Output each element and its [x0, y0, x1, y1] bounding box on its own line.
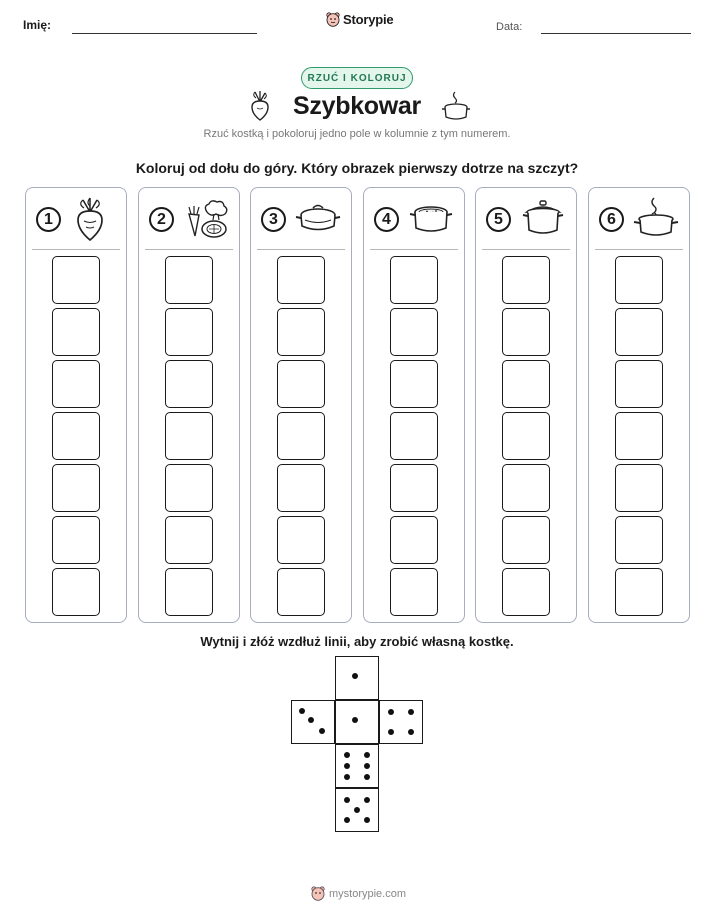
- column-divider: [32, 249, 120, 250]
- vegetables-icon: [183, 196, 229, 242]
- color-cell[interactable]: [52, 360, 100, 408]
- steaming-pot-icon: [441, 90, 471, 122]
- name-label: Imię:: [23, 18, 52, 32]
- dice-face-6: [335, 744, 379, 788]
- dice-pip: [352, 673, 358, 679]
- color-cell[interactable]: [615, 256, 663, 304]
- pressure-cooker-icon: [295, 196, 341, 242]
- column-4: [363, 187, 465, 623]
- color-cell[interactable]: [390, 412, 438, 460]
- color-cell[interactable]: [52, 308, 100, 356]
- color-cell[interactable]: [390, 568, 438, 616]
- dice-pip: [388, 729, 394, 735]
- color-cell[interactable]: [52, 464, 100, 512]
- dice-pip: [344, 797, 350, 803]
- color-cell[interactable]: [502, 516, 550, 564]
- cut-instruction: Wytnij i złóż wzdłuż linii, aby zrobić własną kostkę.: [200, 634, 514, 649]
- color-cell[interactable]: [52, 256, 100, 304]
- date-line[interactable]: [541, 33, 691, 34]
- color-cell[interactable]: [615, 568, 663, 616]
- color-cell[interactable]: [502, 308, 550, 356]
- color-cell[interactable]: [502, 568, 550, 616]
- color-cell[interactable]: [277, 308, 325, 356]
- column-divider: [257, 249, 345, 250]
- date-label: Data:: [496, 21, 523, 33]
- color-cell[interactable]: [502, 464, 550, 512]
- column-header: [251, 188, 351, 250]
- pot-of-soup-icon: [408, 196, 454, 242]
- color-cell[interactable]: [165, 464, 213, 512]
- column-divider: [370, 249, 458, 250]
- dice-pip: [364, 817, 370, 823]
- color-cell[interactable]: [52, 568, 100, 616]
- color-cell[interactable]: [52, 516, 100, 564]
- color-cell[interactable]: [615, 360, 663, 408]
- color-cell[interactable]: [165, 568, 213, 616]
- column-number: 4: [374, 207, 399, 232]
- color-cell[interactable]: [615, 516, 663, 564]
- color-cell[interactable]: [165, 360, 213, 408]
- column-header: [364, 188, 464, 250]
- dice-pip: [364, 763, 370, 769]
- dice-pip: [354, 807, 360, 813]
- brand-logo: [326, 12, 393, 27]
- column-number: 5: [486, 207, 511, 232]
- beet-icon: [70, 196, 110, 242]
- dice-face-5: [335, 788, 379, 832]
- color-cell[interactable]: [390, 464, 438, 512]
- color-cell[interactable]: [390, 516, 438, 564]
- dice-pip: [408, 729, 414, 735]
- footer: [311, 886, 406, 901]
- color-cell[interactable]: [502, 412, 550, 460]
- color-cell[interactable]: [277, 464, 325, 512]
- name-line[interactable]: [72, 33, 257, 34]
- column-header: [139, 188, 239, 250]
- color-cell[interactable]: [277, 568, 325, 616]
- footer-url[interactable]: mystorypie.com: [329, 887, 407, 900]
- dice-pip: [344, 752, 350, 758]
- dice-pip: [344, 774, 350, 780]
- subtitle: Rzuć kostką i pokoloruj jedno pole w kolumnie z tym numerem.: [203, 128, 511, 140]
- color-cell[interactable]: [502, 256, 550, 304]
- column-number: 3: [261, 207, 286, 232]
- dice-face-1: [335, 700, 379, 744]
- dice-pip: [308, 717, 314, 723]
- column-header: [26, 188, 126, 250]
- column-2: [138, 187, 240, 623]
- column-number: 1: [36, 207, 61, 232]
- dice-pip: [364, 752, 370, 758]
- column-header: [589, 188, 689, 250]
- dice-pip: [344, 763, 350, 769]
- color-cell[interactable]: [277, 516, 325, 564]
- dice-pip: [364, 774, 370, 780]
- column-3: [250, 187, 352, 623]
- column-1: [25, 187, 127, 623]
- dice-face-3: [291, 700, 335, 744]
- column-divider: [482, 249, 570, 250]
- column-5: [475, 187, 577, 623]
- column-number: 6: [599, 207, 624, 232]
- dice-pip: [364, 797, 370, 803]
- column-header: [476, 188, 576, 250]
- dice-face-1: [335, 656, 379, 700]
- color-cell[interactable]: [390, 308, 438, 356]
- color-cell[interactable]: [165, 256, 213, 304]
- dice-pip: [299, 708, 305, 714]
- page-title: Szybkowar: [293, 92, 421, 120]
- color-cell[interactable]: [390, 360, 438, 408]
- color-cell[interactable]: [277, 256, 325, 304]
- dice-pip: [388, 709, 394, 715]
- color-cell[interactable]: [390, 256, 438, 304]
- color-cell[interactable]: [52, 412, 100, 460]
- dice-face-4: [379, 700, 423, 744]
- column-number: 2: [149, 207, 174, 232]
- color-cell[interactable]: [277, 412, 325, 460]
- column-divider: [145, 249, 233, 250]
- dice-pip: [344, 817, 350, 823]
- activity-badge: RZUĆ I KOLORUJ: [301, 67, 413, 89]
- dice-pip: [352, 717, 358, 723]
- dice-pip: [319, 728, 325, 734]
- color-cell[interactable]: [615, 464, 663, 512]
- color-cell[interactable]: [277, 360, 325, 408]
- storypie-mascot-icon: [311, 886, 325, 901]
- brand-name: Storypie: [343, 12, 394, 27]
- color-cell[interactable]: [165, 516, 213, 564]
- steaming-pot-icon: [633, 196, 679, 242]
- color-cell[interactable]: [165, 308, 213, 356]
- storypie-mascot-icon: [326, 12, 340, 27]
- color-cell[interactable]: [615, 412, 663, 460]
- color-cell[interactable]: [615, 308, 663, 356]
- column-6: [588, 187, 690, 623]
- color-cell[interactable]: [165, 412, 213, 460]
- dice-pip: [408, 709, 414, 715]
- column-divider: [595, 249, 683, 250]
- covered-pot-icon: [520, 196, 566, 242]
- color-cell[interactable]: [502, 360, 550, 408]
- instruction: Koloruj od dołu do góry. Który obrazek pierwszy dotrze na szczyt?: [135, 160, 579, 176]
